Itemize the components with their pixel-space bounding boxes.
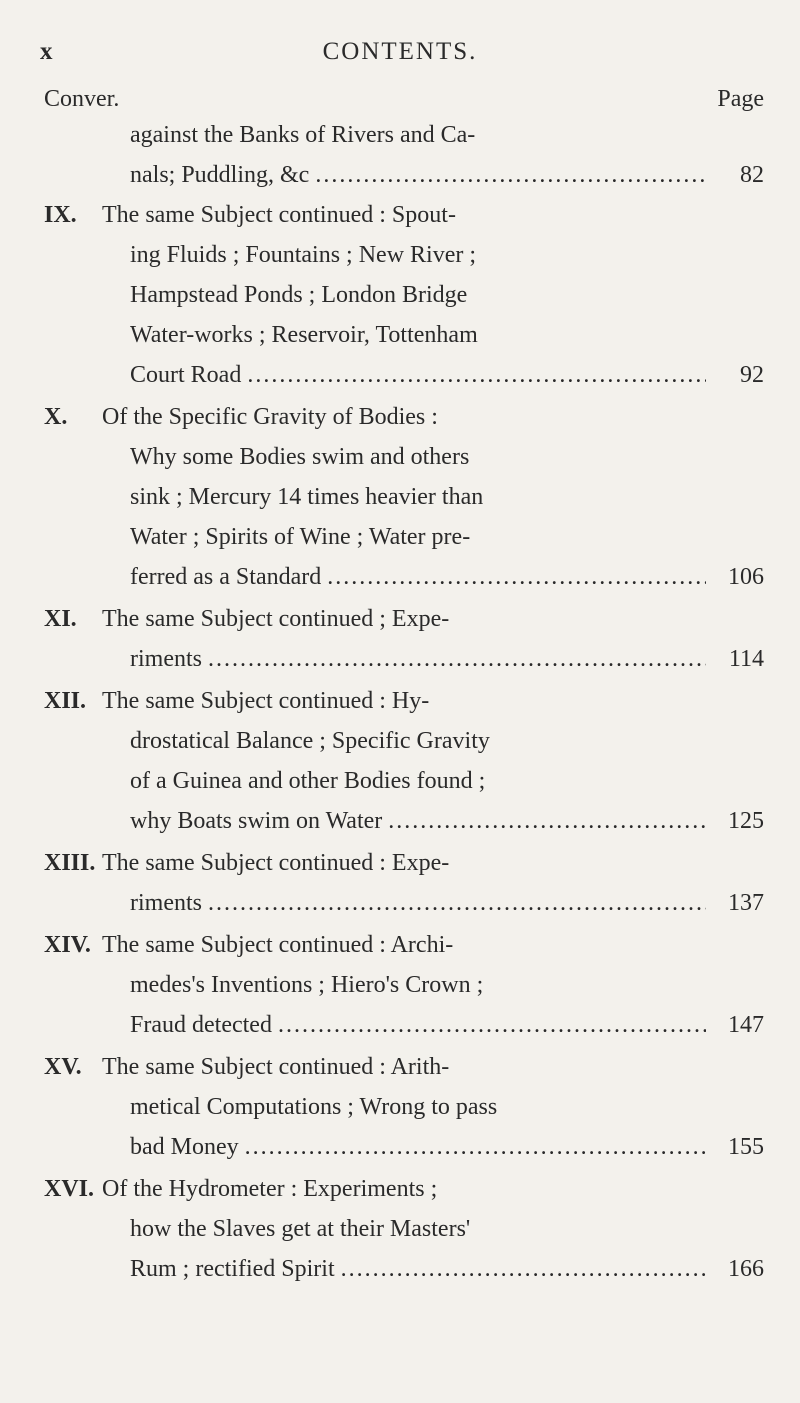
chapter-number: XIV. [44, 932, 91, 958]
entry-line: Water ; Spirits of Wine ; Water pre- [130, 524, 471, 550]
entry-line: Court Road . . . [130, 362, 712, 389]
entry-line: against the Banks of Rivers and Ca- [130, 122, 476, 148]
entry-line: Fraud detected . . . [130, 1012, 712, 1039]
entry-line: The same Subject continued : Hy- [102, 688, 430, 714]
entry-line: nals; Puddling, &c . . . [130, 162, 712, 189]
entry-line: The same Subject continued : Arith- [102, 1054, 450, 1080]
chapter-number: X. [44, 404, 68, 430]
page-number: 82 [740, 162, 764, 188]
entry-line: Hampstead Ponds ; London Bridge [130, 282, 468, 308]
entry-line: drostatical Balance ; Specific Gravity [130, 728, 490, 754]
page-number: 125 [728, 808, 764, 834]
entry-line: how the Slaves get at their Masters' [130, 1216, 471, 1242]
entry-line: ing Fluids ; Fountains ; New River ; [130, 242, 477, 268]
entry-line: The same Subject continued ; Expe- [102, 606, 450, 632]
entry-line: ferred as a Standard . . . [130, 564, 712, 591]
entry-line: Rum ; rectified Spirit . . . [130, 1256, 712, 1283]
entry-line: Of the Hydrometer : Experiments ; [102, 1176, 438, 1202]
entry-line: of a Guinea and other Bodies found ; [130, 768, 486, 794]
chapter-number: XVI. [44, 1176, 95, 1202]
page-folio: x [40, 38, 53, 65]
page-number: 137 [728, 890, 764, 916]
page-number: 155 [728, 1134, 764, 1160]
page-number: 92 [740, 362, 764, 388]
running-header [0, 38, 800, 78]
page-number: 147 [728, 1012, 764, 1038]
entry-line: Why some Bodies swim and others [130, 444, 470, 470]
page-title: CONTENTS. [322, 38, 478, 65]
conversation-column-heading: Conver. [44, 86, 120, 112]
chapter-number: XII. [44, 688, 87, 714]
entry-line: metical Computations ; Wrong to pass [130, 1094, 498, 1120]
page-number: 114 [728, 646, 764, 672]
entry-line: Of the Specific Gravity of Bodies : [102, 404, 438, 430]
page-column-heading: Page [717, 86, 764, 112]
entry-line: why Boats swim on Water . . . [130, 808, 712, 835]
entry-line: bad Money . . . [130, 1134, 712, 1161]
chapter-number: XV. [44, 1054, 82, 1080]
entry-line: riments . . . [130, 646, 712, 673]
entry-line: sink ; Mercury 14 times heavier than [130, 484, 484, 510]
chapter-number: XI. [44, 606, 77, 632]
entry-line: The same Subject continued : Spout- [102, 202, 456, 228]
page-number: 106 [728, 564, 764, 590]
chapter-number: XIII. [44, 850, 96, 876]
entry-line: Water-works ; Reservoir, Tottenham [130, 322, 478, 348]
page-number: 166 [728, 1256, 764, 1282]
entry-line: The same Subject continued : Archi- [102, 932, 454, 958]
chapter-number: IX. [44, 202, 77, 228]
entry-line: The same Subject continued : Expe- [102, 850, 450, 876]
column-headings [0, 86, 800, 120]
entry-line: riments . . . [130, 890, 712, 917]
entry-line: medes's Inventions ; Hiero's Crown ; [130, 972, 484, 998]
